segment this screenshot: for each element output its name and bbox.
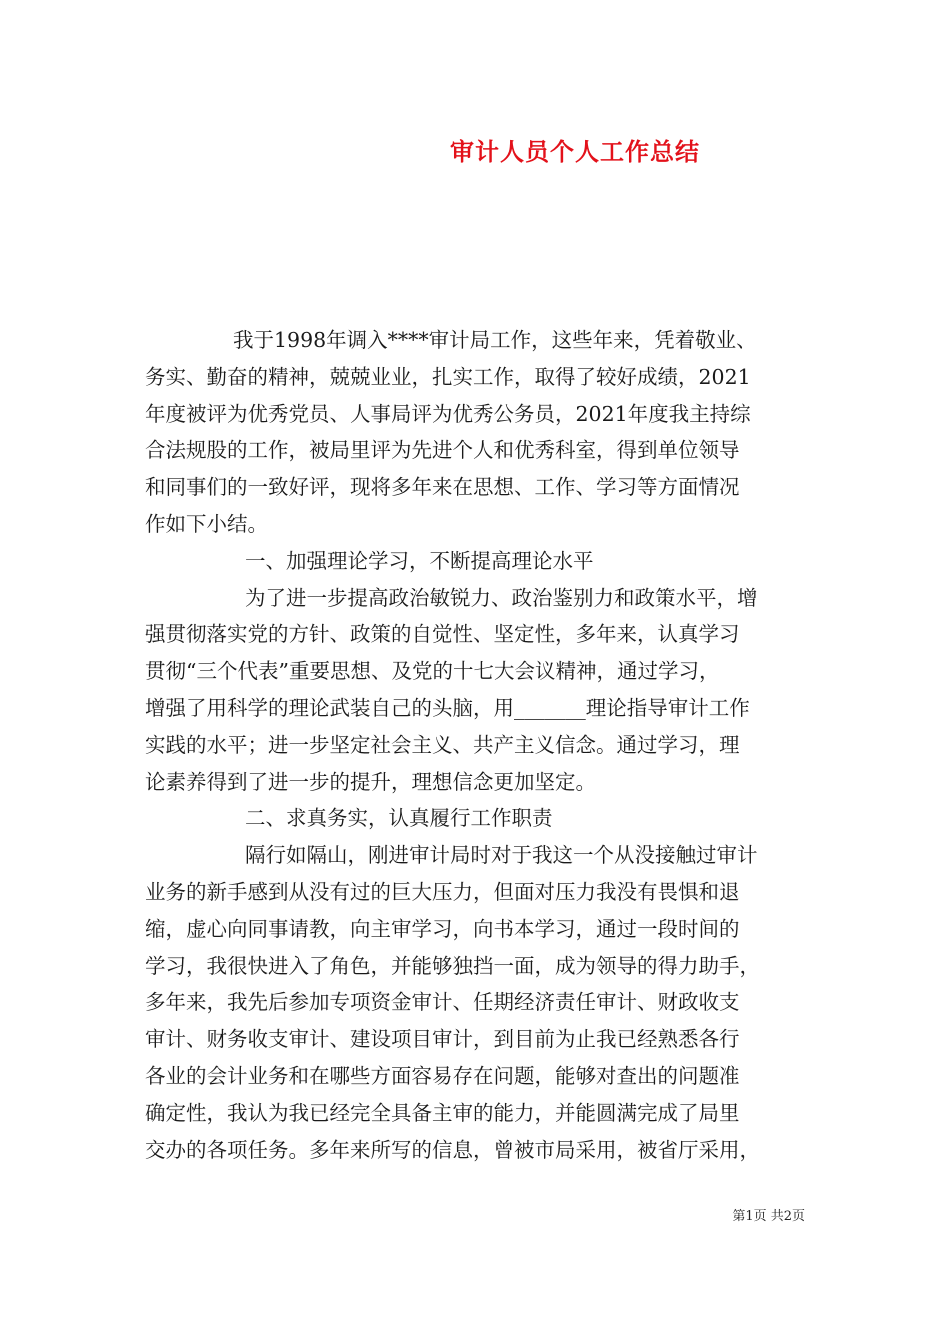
section-heading xyxy=(145,543,805,580)
text-line: 为了进一步提高政治敏锐力、政治鉴别力和政策水平，增 xyxy=(245,585,758,610)
section1-paragraph xyxy=(145,580,805,801)
text-line: 学习，我很快进入了角色，并能够独挡一面，成为领导的得力助手， xyxy=(145,953,760,978)
intro-paragraph xyxy=(145,322,805,543)
text-line: 增强了用科学的理论武装自己的头脑，用_______理论指导审计工作 xyxy=(145,695,750,720)
text-line: 交办的各项任务。多年来所写的信息，曾被市局采用，被省厅采用， xyxy=(145,1137,760,1162)
text-line: 作如下小结。 xyxy=(145,511,268,536)
text-line: 审计、财务收支审计、建设项目审计，到目前为止我已经熟悉各行 xyxy=(145,1027,740,1052)
text-line: 和同事们的一致好评，现将多年来在思想、工作、学习等方面情况 xyxy=(145,475,740,500)
section2-paragraph xyxy=(145,837,805,1168)
text-line: 年度被评为优秀党员、人事局评为优秀公务员，2021年度我主持综 xyxy=(145,401,751,426)
section1-heading: 一、加强理论学习，不断提高理论水平 xyxy=(245,548,594,573)
text-line: 业务的新手感到从没有过的巨大压力，但面对压力我没有畏惧和退 xyxy=(145,879,740,904)
text-line: 缩，虚心向同事请教，向主审学习，向书本学习，通过一段时间的 xyxy=(145,916,740,941)
page-indicator: 第1页 共2页 xyxy=(732,1209,805,1224)
document-title: 审计人员个人工作总结 xyxy=(450,138,700,166)
text-line: 强贯彻落实党的方针、政策的自觉性、坚定性，多年来，认真学习 xyxy=(145,622,740,647)
text-line: 贯彻“三个代表”重要思想、及党的十七大会议精神，通过学习， xyxy=(145,659,720,684)
text-line: 合法规股的工作，被局里评为先进个人和优秀科室，得到单位领导 xyxy=(145,438,740,463)
text-line: 多年来，我先后参加专项资金审计、任期经济责任审计、财政收支 xyxy=(145,990,740,1015)
section2-heading: 二、求真务实，认真履行工作职责 xyxy=(245,806,553,831)
text-line: 论素养得到了进一步的提升，理想信念更加坚定。 xyxy=(145,769,596,794)
text-line: 各业的会计业务和在哪些方面容易存在问题，能够对查出的问题准 xyxy=(145,1063,740,1088)
text-line: 务实、勤奋的精神，兢兢业业，扎实工作，取得了较好成绩，2021 xyxy=(145,364,751,389)
text-line: 我于1998年调入****审计局工作，这些年来，凭着敬业、 xyxy=(233,328,757,352)
text-line: 确定性，我认为我已经完全具备主审的能力，并能圆满完成了局里 xyxy=(145,1100,740,1125)
section-heading xyxy=(145,800,805,837)
document-body xyxy=(145,322,805,1168)
text-line: 隔行如隔山，刚进审计局时对于我这一个从没接触过审计 xyxy=(245,843,758,868)
text-line: 实践的水平；进一步坚定社会主义、共产主义信念。通过学习，理 xyxy=(145,732,740,757)
